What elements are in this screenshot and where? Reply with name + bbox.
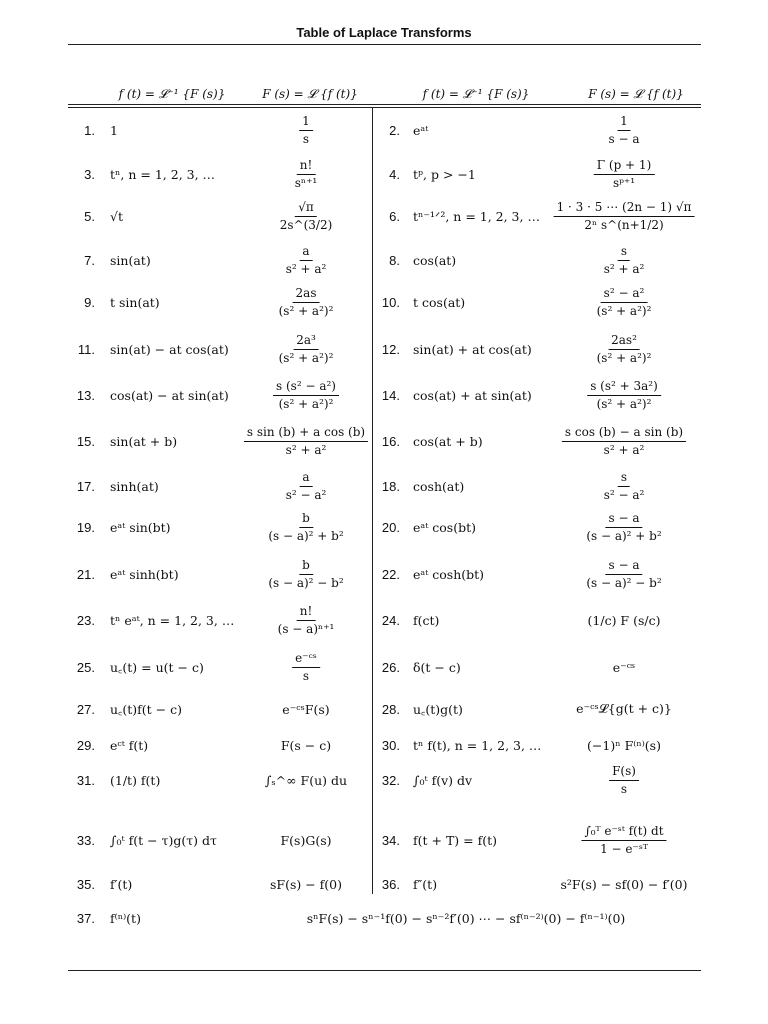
header-ft-right: f (t) = 𝓛⁻¹ {F (s)} <box>422 87 530 101</box>
header-Fs-right: F (s) = 𝓛 {f (t)} <box>588 87 684 101</box>
fraction <box>562 426 686 456</box>
fraction-denominator: sⁿ⁺¹ <box>294 175 318 190</box>
transform-text: e⁻ᶜˢ𝓛{g(t + c)} <box>576 701 672 716</box>
time-function: 1 <box>110 122 118 138</box>
fraction-denominator: s² − a² <box>603 487 645 502</box>
laplace-transform <box>265 507 346 547</box>
table-row <box>0 554 768 594</box>
laplace-transform <box>244 421 368 461</box>
fraction-numerator: 2a³ <box>293 334 319 350</box>
row-number: 8. <box>389 252 400 268</box>
fraction <box>275 605 338 635</box>
laplace-transform <box>554 196 695 236</box>
laplace-transform <box>307 905 626 931</box>
laplace-transform <box>292 647 320 687</box>
time-function: tⁿ⁻¹ᐟ², n = 1, 2, 3, … <box>413 208 540 224</box>
row-number: 14. <box>381 387 400 403</box>
row-number: 2. <box>389 122 400 138</box>
fraction-denominator: (s − a)² + b² <box>268 528 344 543</box>
time-function: ∫₀ᵗ f(t − τ)g(τ) dτ <box>110 832 217 848</box>
table-row <box>0 283 768 321</box>
transform-text: sⁿF(s) − sⁿ⁻¹f(0) − sⁿ⁻²f′(0) ⋯ − sf⁽ⁿ⁻²⁾(0) − f⁽ⁿ⁻¹⁾(0) <box>306 910 626 926</box>
fraction-numerator: n! <box>297 605 316 621</box>
time-function: f⁽ⁿ⁾(t) <box>110 910 141 926</box>
time-function: f′(t) <box>110 876 133 892</box>
time-function: cos(at) + at sin(at) <box>413 387 532 403</box>
laplace-transform <box>581 812 666 868</box>
row-number: 16. <box>381 433 400 449</box>
row-number: 37. <box>76 910 95 926</box>
row-number: 22. <box>381 566 400 582</box>
laplace-transform <box>587 374 661 416</box>
laplace-transform <box>283 242 330 278</box>
fraction-denominator: (s² + a²)² <box>596 350 652 365</box>
row-number: 34. <box>381 832 400 848</box>
time-function: f(ct) <box>413 612 440 628</box>
fraction-denominator: (s − a)ⁿ⁺¹ <box>277 621 335 636</box>
fraction-numerator: F(s) <box>609 765 639 781</box>
fraction-denominator: s² + a² <box>603 261 645 276</box>
row-number: 21. <box>76 566 95 582</box>
laplace-transform <box>281 732 331 758</box>
row-number: 3. <box>84 166 95 182</box>
laplace-transform <box>576 694 672 724</box>
fraction-numerator: s <box>618 471 630 487</box>
laplace-transform <box>265 763 347 797</box>
time-function: f″(t) <box>413 876 438 892</box>
row-number: 31. <box>76 772 95 788</box>
laplace-transform <box>601 242 648 278</box>
table-row <box>0 242 768 278</box>
fraction-numerator: e⁻ᶜˢ <box>292 652 320 668</box>
row-number: 5. <box>84 208 95 224</box>
laplace-transform <box>292 154 321 194</box>
row-number: 25. <box>76 659 95 675</box>
fraction-numerator: n! <box>297 159 316 175</box>
fraction-denominator: s <box>302 131 310 146</box>
fraction-numerator: s cos (b) − a sin (b) <box>562 426 686 442</box>
row-number: 26. <box>381 659 400 675</box>
fraction <box>292 159 321 189</box>
fraction-numerator: s <box>618 245 630 261</box>
row-number: 6. <box>389 208 400 224</box>
laplace-transform <box>609 763 639 797</box>
time-function: eᵃᵗ <box>413 122 429 138</box>
fraction-numerator: 1 <box>299 115 313 131</box>
time-function: sinh(at) <box>110 478 159 494</box>
fraction <box>583 512 664 542</box>
time-function: f(t + T) = f(t) <box>413 832 497 848</box>
time-function: cos(at + b) <box>413 433 483 449</box>
time-function: eᶜᵗ f(t) <box>110 737 149 753</box>
transform-text: (−1)ⁿ F⁽ⁿ⁾(s) <box>587 737 661 753</box>
fraction <box>292 652 320 682</box>
fraction-denominator: 2ⁿ s^(n+1/2) <box>584 217 664 232</box>
table-row <box>0 694 768 724</box>
fraction-denominator: (s − a)² + b² <box>586 528 662 543</box>
laplace-transform <box>276 329 337 369</box>
fraction-denominator: (s² + a²)² <box>278 303 334 318</box>
fraction-denominator: sᵖ⁺¹ <box>612 175 636 190</box>
fraction-denominator: s² + a² <box>603 442 645 457</box>
bottom-rule <box>68 970 701 971</box>
fraction <box>276 287 337 317</box>
header-rule-bottom <box>68 107 701 108</box>
table-row <box>0 871 768 897</box>
table-row <box>0 470 768 502</box>
time-function: t sin(at) <box>110 294 160 310</box>
transform-text: (1/c) F (s/c) <box>587 612 661 628</box>
fraction-numerator: s (s² + 3a²) <box>587 380 661 396</box>
time-function: cosh(at) <box>413 478 465 494</box>
table-row <box>0 329 768 369</box>
time-function: sin(at) − at cos(at) <box>110 341 229 357</box>
table-row <box>0 421 768 461</box>
laplace-transform <box>281 812 332 868</box>
laplace-transform <box>277 196 336 236</box>
time-function: √t <box>110 208 123 224</box>
row-number: 20. <box>381 519 400 535</box>
page-title: Table of Laplace Transforms <box>296 25 472 40</box>
transform-text: ∫ₛ^∞ F(u) du <box>264 772 348 788</box>
fraction-numerator: 2as² <box>608 334 640 350</box>
laplace-transform <box>613 647 636 687</box>
row-number: 9. <box>84 294 95 310</box>
row-number: 32. <box>381 772 400 788</box>
fraction-denominator: (s² + a²)² <box>278 396 334 411</box>
table-row <box>0 154 768 194</box>
fraction-denominator: (s² + a²)² <box>278 350 334 365</box>
fraction-numerator: b <box>299 512 313 528</box>
fraction-denominator: 1 − e⁻ˢᵀ <box>600 841 648 856</box>
row-number: 11. <box>77 341 95 357</box>
fraction-numerator: a <box>299 471 312 487</box>
transform-text: F(s)G(s) <box>280 832 332 848</box>
top-rule <box>68 44 701 45</box>
transform-text: F(s − c) <box>280 737 332 753</box>
row-number: 15. <box>76 433 95 449</box>
time-function: t cos(at) <box>413 294 466 310</box>
laplace-transform <box>594 283 655 321</box>
row-number: 12. <box>381 341 400 357</box>
fraction <box>606 115 643 145</box>
time-function: sin(at + b) <box>110 433 178 449</box>
fraction <box>601 471 648 501</box>
row-number: 4. <box>389 166 400 182</box>
fraction-denominator: s² − a² <box>285 487 327 502</box>
fraction <box>244 426 368 456</box>
table-row <box>0 905 768 931</box>
fraction-denominator: s − a <box>608 131 640 146</box>
row-number: 17. <box>76 478 95 494</box>
table-row <box>0 110 768 150</box>
fraction <box>594 159 655 189</box>
row-number: 7. <box>84 252 95 268</box>
table-row <box>0 600 768 640</box>
time-function: tᵖ, p > −1 <box>413 166 476 182</box>
table-row <box>0 647 768 687</box>
fraction-numerator: Γ (p + 1) <box>594 159 655 175</box>
time-function: ∫₀ᵗ f(v) dv <box>413 772 473 788</box>
laplace-transform <box>601 470 648 502</box>
row-number: 33. <box>76 832 95 848</box>
row-number: 23. <box>76 612 95 628</box>
row-number: 28. <box>381 701 400 717</box>
fraction-numerator: 2as <box>293 287 320 303</box>
time-function: tⁿ eᵃᵗ, n = 1, 2, 3, … <box>110 612 235 628</box>
fraction <box>583 559 664 589</box>
fraction-denominator: (s² + a²)² <box>596 303 652 318</box>
row-number: 24. <box>381 612 400 628</box>
fraction-numerator: 1 · 3 · 5 ⋯ (2n − 1) √π <box>554 201 695 217</box>
fraction <box>283 245 330 275</box>
header-ft-left: f (t) = 𝓛⁻¹ {F (s)} <box>118 87 226 101</box>
fraction <box>594 334 655 364</box>
time-function: cos(at) − at sin(at) <box>110 387 229 403</box>
fraction-numerator: a <box>299 245 312 261</box>
laplace-transform <box>560 871 687 897</box>
laplace-transform <box>583 507 664 547</box>
row-number: 30. <box>381 737 400 753</box>
fraction-denominator: s² + a² <box>285 442 327 457</box>
fraction-denominator: (s² + a²)² <box>596 396 652 411</box>
table-row <box>0 812 768 868</box>
fraction <box>265 512 346 542</box>
fraction-numerator: s − a <box>605 559 642 575</box>
fraction-denominator: s² + a² <box>285 261 327 276</box>
fraction <box>276 334 337 364</box>
time-function: u꜀(t) = u(t − c) <box>110 659 204 675</box>
laplace-transform <box>562 421 686 461</box>
fraction <box>609 765 639 795</box>
time-function: u꜀(t)f(t − c) <box>110 701 182 717</box>
fraction-denominator: s <box>302 668 310 683</box>
transform-text: sF(s) − f(0) <box>269 876 343 892</box>
time-function: eᵃᵗ sin(bt) <box>110 519 171 535</box>
fraction-numerator: s − a <box>605 512 642 528</box>
fraction-denominator: (s − a)² − b² <box>268 575 344 590</box>
time-function: tⁿ f(t), n = 1, 2, 3, … <box>413 737 542 753</box>
laplace-transform <box>275 600 338 640</box>
transform-text: s²F(s) − sf(0) − f′(0) <box>560 876 688 892</box>
fraction <box>273 380 339 410</box>
fraction <box>299 115 313 145</box>
row-number: 29. <box>76 737 95 753</box>
time-function: sin(at) <box>110 252 151 268</box>
fraction-numerator: 1 <box>617 115 631 131</box>
header-rule-top <box>68 104 701 105</box>
time-function: tⁿ, n = 1, 2, 3, … <box>110 166 216 182</box>
laplace-transform <box>583 554 664 594</box>
table-row <box>0 374 768 416</box>
time-function: δ(t − c) <box>413 659 461 675</box>
time-function: eᵃᵗ cos(bt) <box>413 519 476 535</box>
time-function: sin(at) + at cos(at) <box>413 341 532 357</box>
laplace-transform <box>594 329 655 369</box>
time-function: eᵃᵗ sinh(bt) <box>110 566 179 582</box>
transform-text: e⁻ᶜˢF(s) <box>282 701 330 717</box>
laplace-transform <box>587 732 661 758</box>
fraction <box>554 201 695 231</box>
laplace-transform <box>273 374 339 416</box>
fraction <box>277 201 336 231</box>
row-number: 18. <box>381 478 400 494</box>
fraction <box>265 559 346 589</box>
row-number: 19. <box>76 519 95 535</box>
laplace-transform <box>265 554 346 594</box>
laplace-transform <box>282 694 329 724</box>
row-number: 10. <box>381 294 400 310</box>
row-number: 36. <box>381 876 400 892</box>
time-function: cos(at) <box>413 252 457 268</box>
transform-text: e⁻ᶜˢ <box>612 659 636 675</box>
fraction-numerator: s sin (b) + a cos (b) <box>244 426 368 442</box>
table-row <box>0 763 768 797</box>
laplace-transform <box>283 470 330 502</box>
row-number: 13. <box>76 387 95 403</box>
row-number: 1. <box>84 122 95 138</box>
fraction-denominator: 2s^(3/2) <box>279 217 333 232</box>
time-function: u꜀(t)g(t) <box>413 701 463 717</box>
fraction-denominator: s <box>620 781 628 796</box>
fraction <box>283 471 330 501</box>
laplace-transform <box>588 600 661 640</box>
fraction <box>601 245 648 275</box>
laplace-transform <box>594 154 655 194</box>
fraction-numerator: √π <box>295 201 317 217</box>
laplace-transform <box>299 110 313 150</box>
laplace-transform <box>270 871 342 897</box>
table-row <box>0 507 768 547</box>
row-number: 35. <box>76 876 95 892</box>
fraction <box>581 825 666 855</box>
fraction-numerator: b <box>299 559 313 575</box>
fraction-numerator: s² − a² <box>601 287 648 303</box>
table-row <box>0 732 768 758</box>
fraction-numerator: ∫₀ᵀ e⁻ˢᵗ f(t) dt <box>581 825 666 841</box>
header-Fs-left: F (s) = 𝓛 {f (t)} <box>262 87 358 101</box>
fraction-denominator: (s − a)² − b² <box>586 575 662 590</box>
table-row <box>0 196 768 236</box>
laplace-transform <box>276 283 337 321</box>
time-function: (1/t) f(t) <box>110 772 161 788</box>
time-function: eᵃᵗ cosh(bt) <box>413 566 485 582</box>
laplace-transform <box>606 110 643 150</box>
row-number: 27. <box>76 701 95 717</box>
fraction-numerator: s (s² − a²) <box>273 380 339 396</box>
fraction <box>587 380 661 410</box>
fraction <box>594 287 655 317</box>
